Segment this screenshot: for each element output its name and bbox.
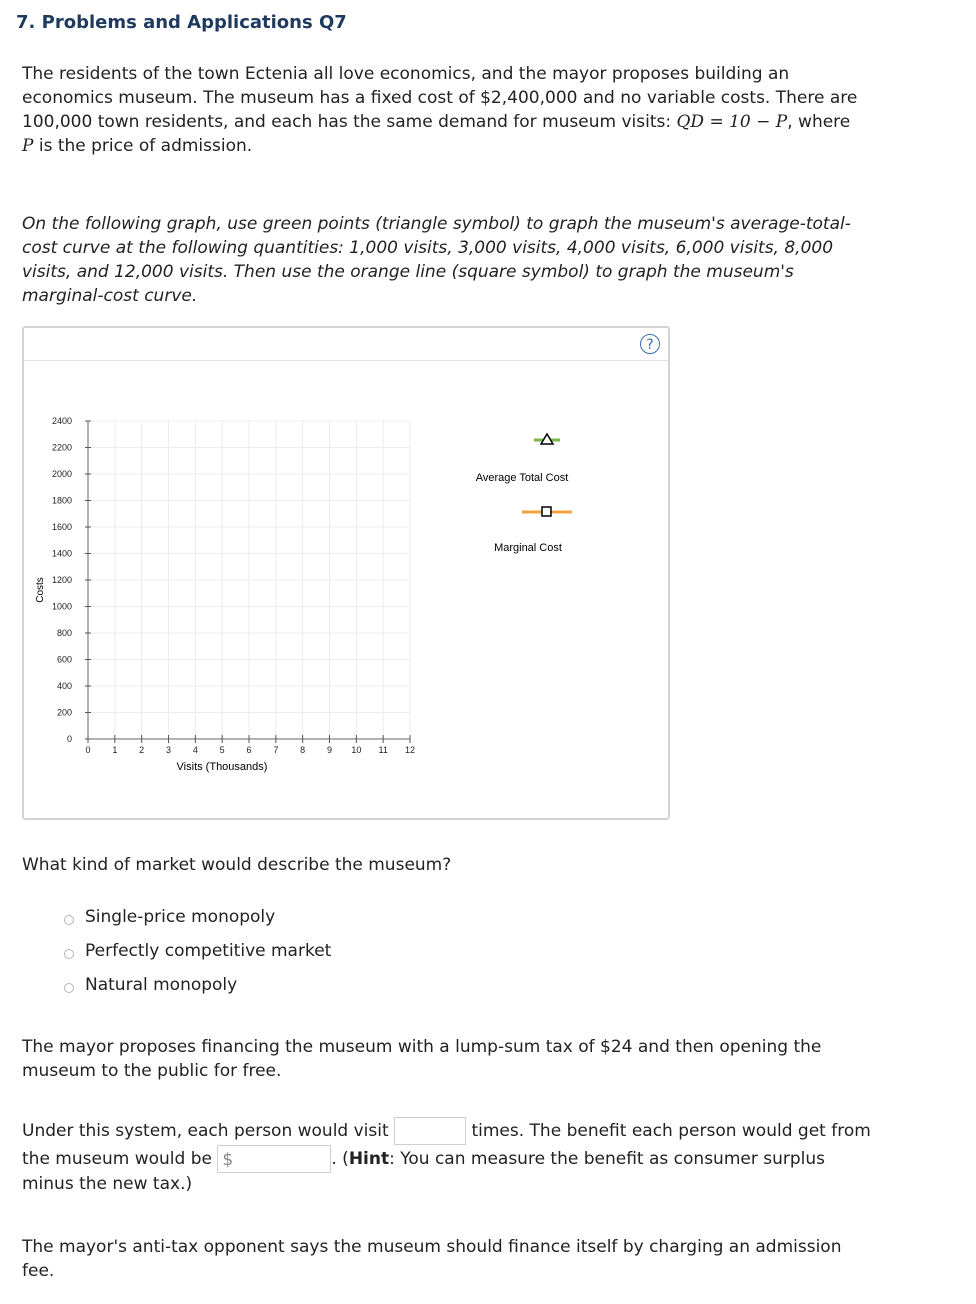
y-tick-label: 600 [56, 654, 72, 665]
y-tick-label: 1800 [51, 495, 72, 506]
y-tick-label: 1200 [51, 575, 72, 585]
x-tick-label: 5 [219, 745, 225, 755]
legend-mc[interactable] [494, 507, 572, 554]
y-tick-label: 1000 [51, 601, 72, 612]
x-tick-label: 9 [326, 745, 333, 755]
benefit-input[interactable] [217, 1145, 331, 1173]
y-tick-label: 200 [56, 707, 72, 718]
radio-button[interactable] [64, 915, 74, 925]
y-tick-label: 2000 [51, 469, 72, 479]
x-tick-label: 8 [300, 745, 306, 755]
y-tick-label: 400 [56, 681, 72, 691]
legend-mc-label: Marginal Cost [494, 542, 562, 554]
graph-panel[interactable] [22, 326, 670, 820]
x-tick-label: 6 [246, 745, 252, 755]
x-tick-label: 2 [139, 745, 145, 755]
x-tick-label: 7 [273, 745, 279, 755]
opponent-paragraph: The mayor's anti-tax opponent says the museum should finance itself by charging an admission fee. [22, 1237, 842, 1281]
graph-instructions: On the following graph, use green points (triangle symbol) to graph the museum's average-total- cost curve at the following quantities: 1,000 visits, 3,000 visits, 4,000 visits, 6,000 visits, 8,000 visits, and 12,000 visits. Then use the orange line (square symbol) to graph the museum's marginal-cost curve. [22, 214, 851, 306]
y-tick-label: 2200 [51, 442, 72, 453]
help-icon[interactable]: ? [640, 334, 660, 354]
x-tick-label: 12 [404, 745, 416, 755]
option-perfectly-competitive[interactable]: Perfectly competitive market [64, 934, 331, 968]
y-axis-label: Costs [35, 577, 46, 603]
x-tick-label: 10 [351, 745, 362, 755]
legend-atc-label: Average Total Cost [475, 472, 569, 484]
option-single-price-monopoly[interactable]: Single-price monopoly [64, 900, 331, 934]
x-tick-label: 4 [192, 745, 198, 755]
radio-button[interactable] [64, 983, 74, 993]
intro-paragraph: The residents of the town Ectenia all love economics, and the mayor proposes building an economics museum. The museum has a fixed cost of $2,400,000 and no variable costs. There are 100,000 town residents, and each has the same demand for museum visits: QD = 10 − P, where P is the price of admission. [22, 64, 858, 156]
legend-atc[interactable] [476, 434, 569, 484]
option-natural-monopoly[interactable]: Natural monopoly [64, 968, 331, 1002]
square-icon[interactable] [542, 507, 551, 516]
market-question: What kind of market would describe the museum? [22, 855, 452, 875]
demand-formula: QD = 10 − P [676, 112, 788, 132]
y-tick-label: 800 [56, 628, 72, 638]
page-title: 7. Problems and Applications Q7 [16, 12, 347, 33]
tax-question: Under this system, each person would visit times. The benefit each person would get from the museum would be $ . (Hint: You can measure the benefit as consumer surplus minus the new tax.) [22, 1117, 871, 1195]
chart-svg[interactable] [24, 328, 668, 818]
tax-paragraph: The mayor proposes financing the museum with a lump-sum tax of $24 and then opening the museum to the public for free. [22, 1037, 822, 1081]
x-axis-label: Visits (Thousands) [176, 761, 268, 773]
x-tick-label: 3 [165, 745, 172, 755]
radio-button[interactable] [64, 949, 74, 959]
y-tick-label: 2400 [51, 416, 72, 426]
visits-input[interactable] [394, 1117, 466, 1145]
y-tick-label: 0 [66, 734, 72, 744]
y-tick-label: 1400 [51, 548, 72, 559]
dollar-sign: $ [222, 1150, 234, 1170]
x-tick-label: 11 [378, 745, 388, 755]
market-options [64, 900, 331, 1002]
x-tick-label: 1 [112, 745, 118, 755]
x-tick-label: 0 [85, 745, 91, 755]
y-tick-label: 1600 [51, 522, 72, 532]
